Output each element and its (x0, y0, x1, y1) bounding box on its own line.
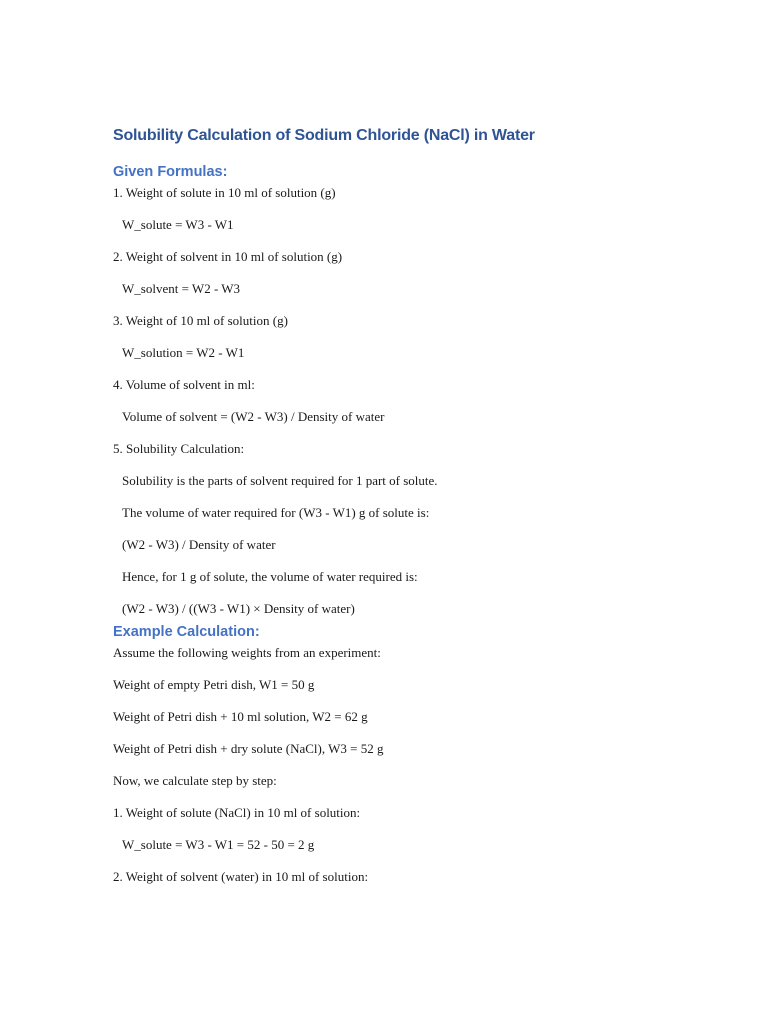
example-step-1-label: 1. Weight of solute (NaCl) in 10 ml of solution: (113, 805, 361, 820)
solubility-per-gram-statement: Hence, for 1 g of solute, the volume of water required is: (122, 569, 418, 584)
solubility-volume-statement: The volume of water required for (W3 - W1) g of solute is: (122, 505, 430, 520)
example-w3: Weight of Petri dish + dry solute (NaCl), W3 = 52 g (113, 741, 384, 756)
solubility-volume-equation: (W2 - W3) / Density of water (122, 537, 276, 552)
formula-5-label: 5. Solubility Calculation: (113, 441, 245, 456)
formula-4-label: 4. Volume of solvent in ml: (113, 377, 255, 392)
example-intro: Assume the following weights from an experiment: (113, 645, 381, 660)
document-title: Solubility Calculation of Sodium Chloride (NaCl) in Water (113, 127, 535, 144)
formula-1-equation: W_solute = W3 - W1 (122, 217, 234, 232)
example-step-2-label: 2. Weight of solvent (water) in 10 ml of solution: (113, 869, 369, 884)
formula-3-label: 3. Weight of 10 ml of solution (g) (113, 313, 288, 328)
example-step-1-equation: W_solute = W3 - W1 = 52 - 50 = 2 g (122, 837, 315, 852)
formula-4-equation: Volume of solvent = (W2 - W3) / Density of water (122, 409, 385, 424)
given-formulas-heading: Given Formulas: (113, 164, 228, 180)
example-w1: Weight of empty Petri dish, W1 = 50 g (113, 677, 315, 692)
formula-3-equation: W_solution = W2 - W1 (122, 345, 245, 360)
example-w2: Weight of Petri dish + 10 ml solution, W2 = 62 g (113, 709, 368, 724)
solubility-per-gram-equation: (W2 - W3) / ((W3 - W1) × Density of water) (122, 601, 355, 616)
example-calculation-heading: Example Calculation: (113, 624, 260, 640)
solubility-definition: Solubility is the parts of solvent required for 1 part of solute. (122, 473, 438, 488)
formula-2-equation: W_solvent = W2 - W3 (122, 281, 241, 296)
document-body (113, 124, 693, 886)
formula-2-label: 2. Weight of solvent in 10 ml of solution (g) (113, 249, 343, 264)
example-step-intro: Now, we calculate step by step: (113, 773, 277, 788)
formula-1-label: 1. Weight of solute in 10 ml of solution (g) (113, 185, 336, 200)
